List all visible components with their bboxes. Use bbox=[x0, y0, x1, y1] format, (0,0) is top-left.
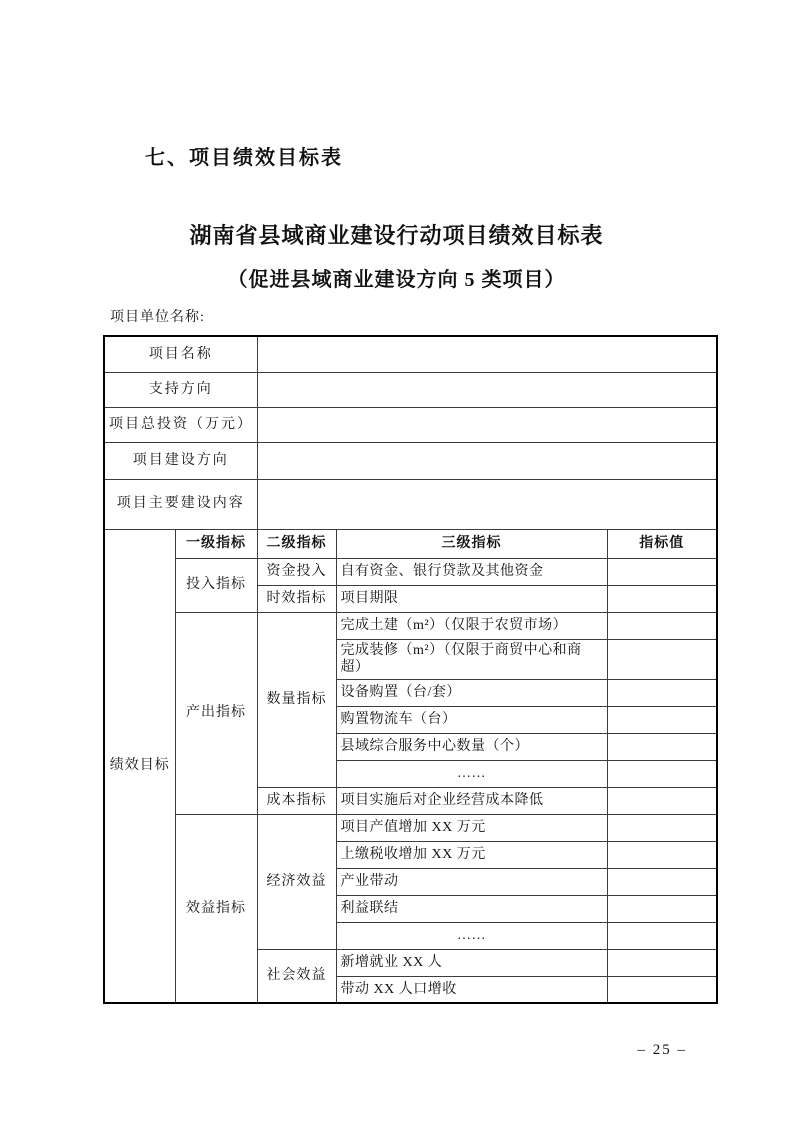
level3-cell: 新增就业 XX 人 bbox=[336, 949, 607, 976]
indicator-value-cell bbox=[607, 706, 717, 733]
indicator-value-cell bbox=[607, 639, 717, 679]
level2-cell-cost: 成本指标 bbox=[257, 787, 336, 814]
indicator-value-cell bbox=[607, 585, 717, 612]
header-level2: 二级指标 bbox=[257, 529, 336, 558]
info-label-project-name: 项目名称 bbox=[104, 336, 257, 372]
perf-header-row bbox=[104, 529, 717, 558]
info-row bbox=[104, 442, 717, 479]
info-row bbox=[104, 479, 717, 529]
document-subtitle: （促进县域商业建设方向 5 类项目） bbox=[227, 269, 566, 291]
level1-cell-output: 产出指标 bbox=[175, 612, 257, 814]
info-value-construction-direction bbox=[257, 442, 717, 479]
level2-cell-time-indicator: 时效指标 bbox=[257, 585, 336, 612]
info-row bbox=[104, 336, 717, 372]
indicator-value-cell bbox=[607, 787, 717, 814]
indicator-value-cell bbox=[607, 922, 717, 949]
indicator-value-cell bbox=[607, 868, 717, 895]
level3-cell: 购置物流车（台） bbox=[336, 706, 607, 733]
indicator-value-cell bbox=[607, 976, 717, 1003]
level3-cell: 利益联结 bbox=[336, 895, 607, 922]
indicator-value-cell bbox=[607, 760, 717, 787]
level3-ellipsis-cell: …… bbox=[336, 922, 607, 949]
indicator-value-cell bbox=[607, 949, 717, 976]
indicator-value-cell bbox=[607, 733, 717, 760]
indicator-value-cell bbox=[607, 679, 717, 706]
level3-cell: 完成土建（m²）（仅限于农贸市场） bbox=[336, 612, 607, 639]
level3-cell: 设备购置（台/套） bbox=[336, 679, 607, 706]
level3-cell: 完成装修（m²）（仅限于商贸中心和商超） bbox=[336, 639, 607, 679]
level3-cell: 县域综合服务中心数量（个） bbox=[336, 733, 607, 760]
level3-cell: 项目期限 bbox=[336, 585, 607, 612]
level3-cell: 上缴税收增加 XX 万元 bbox=[336, 841, 607, 868]
level2-cell-quantity: 数量指标 bbox=[257, 612, 336, 787]
info-label-construction-direction: 项目建设方向 bbox=[104, 442, 257, 479]
indicator-value-cell bbox=[607, 612, 717, 639]
info-row bbox=[104, 372, 717, 407]
level1-cell-benefit: 效益指标 bbox=[175, 814, 257, 1003]
level3-cell: 自有资金、银行贷款及其他资金 bbox=[336, 558, 607, 585]
section-heading: 七、项目绩效目标表 bbox=[145, 147, 343, 169]
perf-row bbox=[104, 612, 717, 639]
level3-cell: 带动 XX 人口增收 bbox=[336, 976, 607, 1003]
info-label-support-direction: 支持方向 bbox=[104, 372, 257, 407]
perf-merged-label: 绩效目标 bbox=[104, 529, 175, 1003]
page-number: – 25 – bbox=[637, 1042, 687, 1058]
performance-target-table bbox=[103, 335, 718, 1004]
info-label-main-content: 项目主要建设内容 bbox=[104, 479, 257, 529]
level3-ellipsis-cell: …… bbox=[336, 760, 607, 787]
info-row bbox=[104, 407, 717, 442]
level2-cell-economic: 经济效益 bbox=[257, 814, 336, 949]
level2-cell-social: 社会效益 bbox=[257, 949, 336, 1003]
header-indicator-value: 指标值 bbox=[607, 529, 717, 558]
indicator-value-cell bbox=[607, 895, 717, 922]
level3-cell: 项目产值增加 XX 万元 bbox=[336, 814, 607, 841]
level3-cell: 产业带动 bbox=[336, 868, 607, 895]
indicator-value-cell bbox=[607, 841, 717, 868]
info-value-project-name bbox=[257, 336, 717, 372]
info-value-main-content bbox=[257, 479, 717, 529]
indicator-value-cell bbox=[607, 558, 717, 585]
perf-row bbox=[104, 814, 717, 841]
header-level3: 三级指标 bbox=[336, 529, 607, 558]
info-label-total-investment: 项目总投资（万元） bbox=[104, 407, 257, 442]
level1-cell-input: 投入指标 bbox=[175, 558, 257, 612]
unit-name-label: 项目单位名称: bbox=[110, 310, 205, 325]
level2-cell-fund-input: 资金投入 bbox=[257, 558, 336, 585]
header-level1: 一级指标 bbox=[175, 529, 257, 558]
level3-cell: 项目实施后对企业经营成本降低 bbox=[336, 787, 607, 814]
document-title: 湖南省县域商业建设行动项目绩效目标表 bbox=[189, 223, 604, 248]
info-value-support-direction bbox=[257, 372, 717, 407]
info-value-total-investment bbox=[257, 407, 717, 442]
indicator-value-cell bbox=[607, 814, 717, 841]
perf-row bbox=[104, 558, 717, 585]
